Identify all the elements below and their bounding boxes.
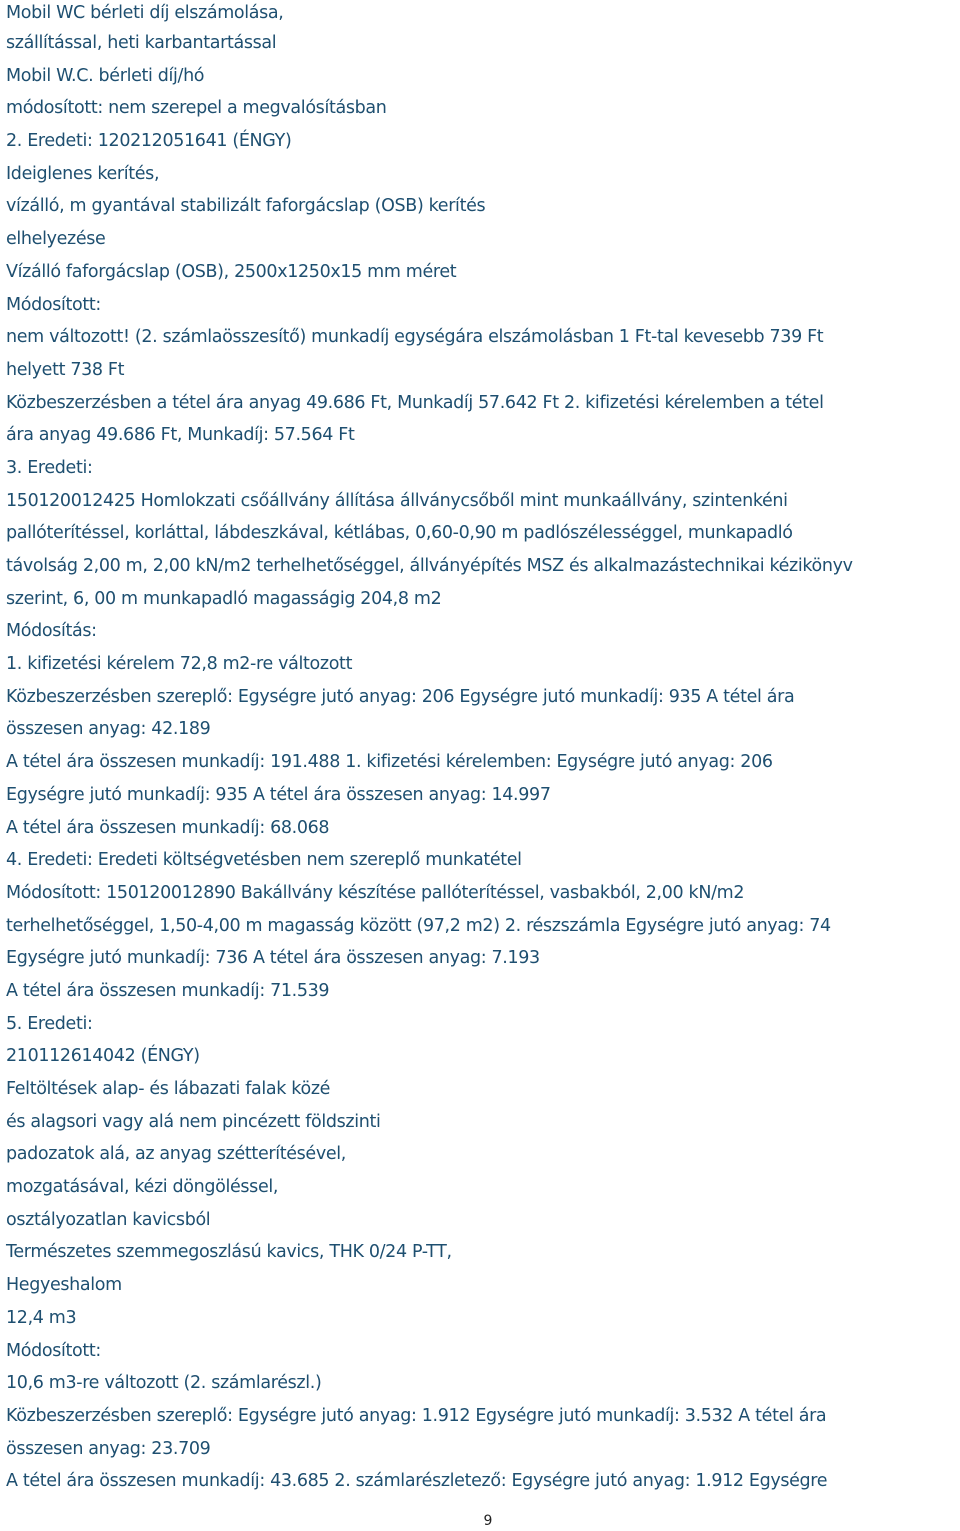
text-line: Ideiglenes kerítés, [6, 163, 160, 184]
text-line: Egységre jutó munkadíj: 935 A tétel ára összesen anyag: 14.997 [6, 784, 551, 805]
text-line: összesen anyag: 42.189 [6, 719, 211, 740]
text-line: összesen anyag: 23.709 [6, 1438, 211, 1459]
text-line: 210112614042 (ÉNGY) [6, 1046, 200, 1067]
text-line: Mobil W.C. bérleti díj/hó [6, 65, 205, 86]
text-line: A tétel ára összesen munkadíj: 191.488 1. kifizetési kérelemben: Egységre jutó anyag: 206 [6, 752, 773, 773]
text-line: Vízálló faforgácslap (OSB), 2500x1250x15 mm méret [6, 261, 457, 282]
text-line: Hegyeshalom [6, 1275, 122, 1296]
text-line: Természetes szemmegoszlású kavics, THK 0/24 P-TT, [6, 1242, 452, 1263]
text-line: Módosított: [6, 1340, 101, 1361]
text-line: A tétel ára összesen munkadíj: 71.539 [6, 980, 330, 1001]
text-line: távolság 2,00 m, 2,00 kN/m2 terhelhetőséggel, állványépítés MSZ és alkalmazástechnikai kézikönyv [6, 556, 853, 576]
text-line: módosított: nem szerepel a megvalósításban [6, 98, 387, 119]
text-line: A tétel ára összesen munkadíj: 43.685 2. számlarészletező: Egységre jutó anyag: 1.912 Egységre [6, 1471, 828, 1492]
text-line: helyett 738 Ft [6, 359, 125, 380]
text-line: Módosított: 150120012890 Bakállvány készítése pallóterítéssel, vasbakból, 2,00 kN/m2 [6, 882, 745, 903]
text-line: 10,6 m3-re változott (2. számlarészl.) [6, 1373, 322, 1394]
text-line: padozatok alá, az anyag szétterítésével, [6, 1144, 346, 1165]
text-line: Közbeszerzésben szereplő: Egységre jutó anyag: 1.912 Egységre jutó munkadíj: 3.532 A tétel ára [6, 1405, 827, 1426]
text-line: mozgatásával, kézi döngöléssel, [6, 1177, 279, 1198]
text-line: vízálló, m gyantával stabilizált faforgácslap (OSB) kerítés [6, 196, 486, 217]
text-line: Módosítás: [6, 621, 97, 642]
text-line: szállítással, heti karbantartással [6, 33, 277, 53]
text-line: pallóterítéssel, korláttal, lábdeszkával, kétlábas, 0,60-0,90 m padlószélességgel, munkapadló [6, 523, 793, 544]
text-line: Közbeszerzésben szereplő: Egységre jutó anyag: 206 Egységre jutó munkadíj: 935 A tétel ára [6, 686, 795, 707]
text-line: 4. Eredeti: Eredeti költségvetésben nem szereplő munkatétel [6, 850, 522, 871]
text-line: 3. Eredeti: [6, 457, 93, 478]
text-line: terhelhetőséggel, 1,50-4,00 m magasság között (97,2 m2) 2. részszámla Egységre jutó anyag: 74 [6, 915, 831, 936]
text-line: elhelyezése [6, 229, 106, 250]
text-line: A tétel ára összesen munkadíj: 68.068 [6, 817, 330, 838]
text-line: Mobil WC bérleti díj elszámolása, [6, 3, 284, 23]
text-line: és alagsori vagy alá nem pincézett földszinti [6, 1111, 381, 1132]
document-body [6, 0, 954, 1498]
text-line: Módosított: [6, 294, 101, 315]
text-line: nem változott! (2. számlaösszesítő) munkadíj egységára elszámolásban 1 Ft-tal kevesebb 739 Ft [6, 327, 824, 348]
text-line: Egységre jutó munkadíj: 736 A tétel ára összesen anyag: 7.193 [6, 948, 540, 969]
text-line: 12,4 m3 [6, 1307, 77, 1328]
text-line: 2. Eredeti: 120212051641 (ÉNGY) [6, 131, 292, 152]
text-line: Feltöltések alap- és lábazati falak közé [6, 1079, 331, 1099]
text-line: szerint, 6, 00 m munkapadló magasságig 204,8 m2 [6, 588, 442, 609]
text-line: 5. Eredeti: [6, 1013, 93, 1034]
page-number: 9 [483, 1513, 493, 1529]
text-line: 150120012425 Homlokzati csőállvány állítása állványcsőből mint munkaállvány, szintenkéni [6, 490, 788, 511]
text-line: osztályozatlan kavicsból [6, 1209, 211, 1230]
text-line: Közbeszerzésben a tétel ára anyag 49.686 Ft, Munkadíj 57.642 Ft 2. kifizetési kérelemben a tétel [6, 392, 824, 413]
text-line: ára anyag 49.686 Ft, Munkadíj: 57.564 Ft [6, 425, 355, 446]
text-line: 1. kifizetési kérelem 72,8 m2-re változott [6, 654, 353, 675]
